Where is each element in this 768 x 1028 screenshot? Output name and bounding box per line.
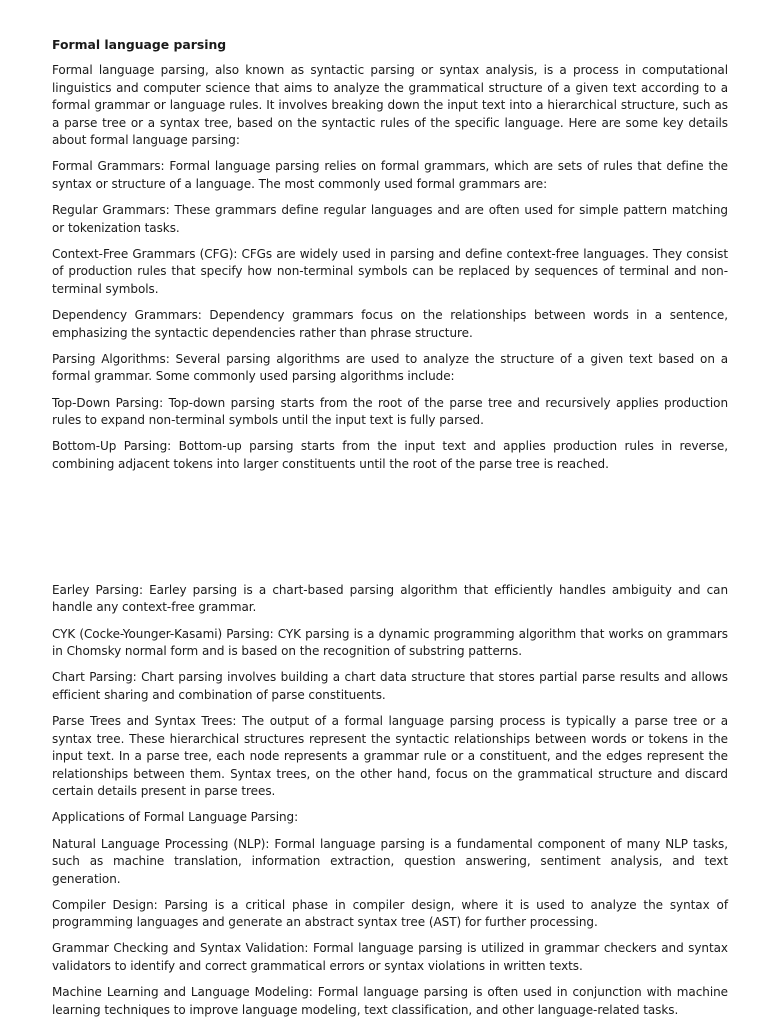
paragraph-grammar-checking: Grammar Checking and Syntax Validation: Formal language parsing is utilized in grammar checkers and syntax validators to identify and correct grammatical errors or syntax violations in written texts. (52, 941, 728, 974)
paragraph-formal-grammars: Formal Grammars: Formal language parsing relies on formal grammars, which are sets of rules that define the syntax or structure of a language. The most commonly used formal grammars are: (52, 159, 728, 192)
paragraph-parse-trees: Parse Trees and Syntax Trees: The output of a formal language parsing process is typically a parse tree or a syntax tree. These hierarchical structures represent the syntactic relationships between words or tokens in the input text. In a parse tree, each node represents a grammar rule or a constituent, and the edges represent the relationships between them. Syntax trees, on the other hand, focus on the grammatical structure and discard certain details present in parse trees. (52, 713, 728, 799)
paragraph-bottom-up-parsing: Bottom-Up Parsing: Bottom-up parsing starts from the input text and applies production rules in reverse, combining adjacent tokens into larger constituents until the root of the parse tree is reached. (52, 439, 728, 471)
paragraph-earley-parsing: Earley Parsing: Earley parsing is a chart-based parsing algorithm that efficiently handles ambiguity and can handle any context-free grammar. (52, 582, 728, 615)
paragraph-intro: Formal language parsing, also known as syntactic parsing or syntax analysis, is a process in computational linguistics and computer science that aims to analyze the grammatical structure of a given text according to a formal grammar or language rules. It involves breaking down the input text into a hierarchical structure, such as a parse tree or a syntax tree, based on the syntactic rules of the specific language. Here are some key details about formal language parsing: (52, 63, 728, 148)
paragraph-cyk-parsing: CYK (Cocke-Younger-Kasami) Parsing: CYK parsing is a dynamic programming algorithm that works on grammars in Chomsky normal form and is based on the recognition of substring patterns. (52, 626, 728, 659)
paragraph-nlp: Natural Language Processing (NLP): Formal language parsing is a fundamental component of many NLP tasks, such as machine translation, information extraction, question answering, sentiment analysis, and text generation. (52, 836, 728, 886)
document-page (52, 36, 728, 1028)
paragraph-dependency-grammars: Dependency Grammars: Dependency grammars focus on the relationships between words in a sentence, emphasizing the syntactic dependencies rather than phrase structure. (52, 308, 728, 340)
paragraph-compiler-design: Compiler Design: Parsing is a critical phase in compiler design, where it is used to analyze the syntax of programming languages and generate an abstract syntax tree (AST) for further processing. (52, 897, 728, 930)
paragraph-parsing-algorithms: Parsing Algorithms: Several parsing algorithms are used to analyze the structure of a given text based on a formal grammar. Some commonly used parsing algorithms include: (52, 351, 728, 384)
document-title: Formal language parsing (52, 37, 227, 52)
paragraph-regular-grammars: Regular Grammars: These grammars define regular languages and are often used for simple pattern matching or tokenization tasks. (52, 203, 728, 235)
page-gap (52, 482, 728, 582)
paragraph-chart-parsing: Chart Parsing: Chart parsing involves building a chart data structure that stores partial parse results and allows efficient sharing and combination of parse constituents. (52, 670, 728, 702)
paragraph-machine-learning: Machine Learning and Language Modeling: Formal language parsing is often used in conjunction with machine learning techniques to improve language modeling, text classification, and other language-related tasks. (52, 985, 728, 1017)
paragraph-context-free-grammars: Context-Free Grammars (CFG): CFGs are widely used in parsing and define context-free languages. They consist of production rules that specify how non-terminal symbols can be replaced by sequences of terminal and non-terminal symbols. (52, 246, 728, 297)
paragraph-top-down-parsing: Top-Down Parsing: Top-down parsing starts from the root of the parse tree and recursively applies production rules to expand non-terminal symbols until the input text is fully parsed. (52, 395, 728, 428)
paragraph-applications-heading: Applications of Formal Language Parsing: (52, 810, 299, 825)
